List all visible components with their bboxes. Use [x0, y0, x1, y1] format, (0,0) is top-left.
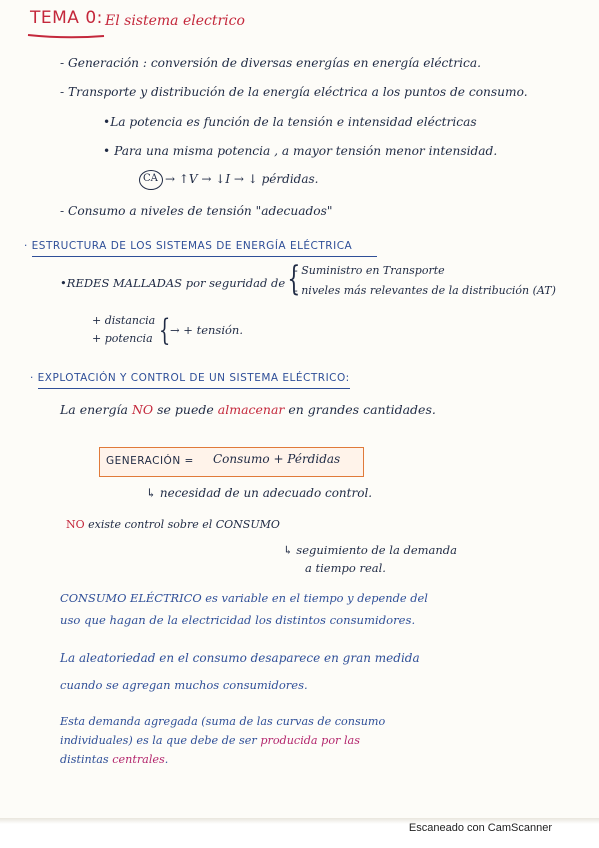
line-tiempo-real: a tiempo real.	[305, 561, 386, 575]
page-title	[30, 10, 103, 27]
line-transporte: - Transporte y distribución de la energía eléctrica a los puntos de consumo.	[60, 85, 528, 99]
title-text: El sistema electrico	[105, 13, 245, 29]
line-suministro: - Suministro en Transporte	[294, 264, 445, 277]
formula-consumo-perdidas: Consumo + Pérdidas	[213, 452, 341, 466]
line-seguimiento: ↳ seguimiento de la demanda	[283, 543, 458, 557]
energia-text-c: en grandes cantidades.	[284, 402, 436, 417]
energia-almacenar: almacenar	[217, 402, 285, 417]
line-generacion: - Generación : conversión de diversas energías en energía eléctrica.	[60, 56, 481, 70]
heading-estructura: · ESTRUCTURA DE LOS SISTEMAS DE ENERGÍA ELÉCTRICA	[24, 240, 353, 252]
line-demanda-1: Esta demanda agregada (suma de las curvas de consumo	[60, 715, 386, 728]
line-demanda-3	[60, 754, 168, 765]
line-consumo-electrico-1: CONSUMO ELÉCTRICO es variable en el tiempo y depende del	[60, 591, 428, 605]
line-consumo-electrico-2: uso que hagan de la electricidad los distintos consumidores.	[60, 613, 416, 627]
heading-explotacion: · EXPLOTACIÓN Y CONTROL DE UN SISTEMA ELÉCTRICO:	[30, 372, 350, 384]
ca-label: CA	[143, 173, 158, 184]
line-potencia-mas: + potencia	[92, 332, 153, 345]
line-energia-almacenar	[60, 404, 436, 417]
demanda-producida: producida por las	[260, 734, 360, 747]
formula-generacion: GENERACIÓN =	[106, 455, 194, 467]
heading-estructura-underline	[32, 256, 377, 257]
title-prefix: TEMA 0:	[30, 8, 103, 28]
ca-circle	[139, 170, 163, 190]
line-no-existe	[66, 519, 280, 530]
line-aleatoriedad-1: La aleatoriedad en el consumo desaparece en gran medida	[60, 651, 420, 665]
energia-text-b: se puede	[153, 402, 218, 417]
demanda-2-text: individuales) es la que debe de ser	[60, 734, 261, 747]
heading-explotacion-underline	[38, 388, 350, 389]
camscanner-watermark: Escaneado con CamScanner	[408, 822, 552, 834]
line-niveles-relevantes: - niveles más relevantes de la distribución (AT)	[294, 284, 556, 297]
demanda-3-text: distintas	[60, 753, 113, 766]
line-consumo-niveles: - Consumo a niveles de tensión "adecuados"	[60, 204, 333, 218]
line-potencia: •La potencia es función de la tensión e intensidad eléctricas	[103, 115, 477, 129]
line-distancia: + distancia	[92, 314, 156, 327]
line-perdidas: → ↑V → ↓I → ↓ pérdidas.	[165, 172, 319, 186]
line-misma-potencia: • Para una misma potencia , a mayor tensión menor intensidad.	[103, 144, 498, 158]
line-aleatoriedad-2: cuando se agregan muchos consumidores.	[60, 678, 308, 692]
demanda-3-end: .	[164, 753, 169, 766]
line-necesidad: ↳ necesidad de un adecuado control.	[146, 486, 373, 500]
line-mas-tension: → + tensión.	[170, 323, 243, 337]
title-underline	[26, 32, 106, 40]
energia-no: NO	[131, 402, 154, 417]
no-existe-text: existe control sobre el CONSUMO	[84, 518, 280, 531]
energia-text-a: La energía	[60, 402, 132, 417]
brace-tension: {	[158, 313, 171, 348]
demanda-centrales: centrales	[112, 753, 165, 766]
brace-redes: {	[287, 259, 301, 299]
line-redes-malladas: •REDES MALLADAS por seguridad de	[60, 276, 286, 290]
no-existe-no: NO	[66, 518, 85, 531]
line-demanda-2	[60, 735, 360, 746]
